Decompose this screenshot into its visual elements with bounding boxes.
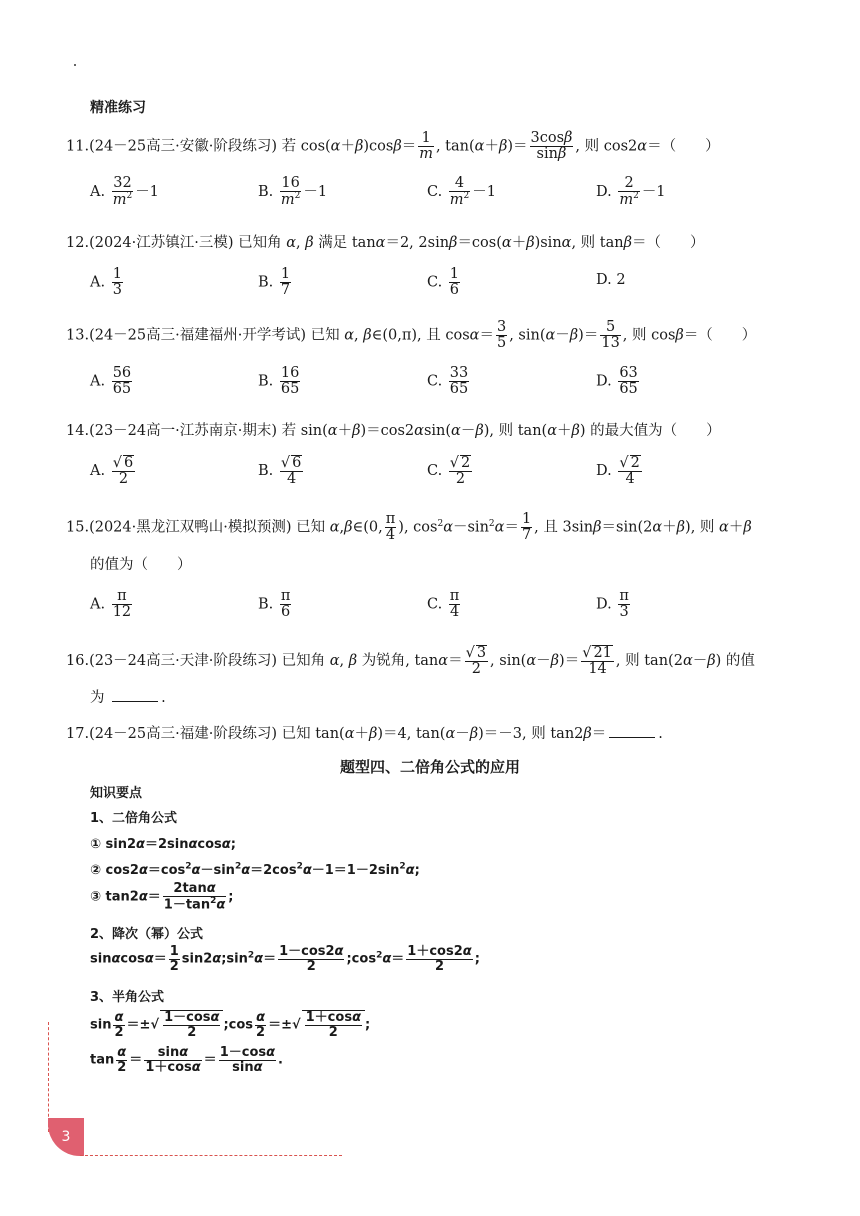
question-number: 13. bbox=[66, 327, 90, 344]
question-15: 15.(2024·黑龙江双鸭山·模拟预测) 已知 α,β∈(0, $\frac{\pi}{4}$ ), $\cos^2\alpha-\sin^2\alpha=$ $\frac{1}{7}$ , 且 3sinβ＝sin(2α＋β), 则 α＋β bbox=[66, 511, 752, 544]
question-14: 14.(23－24高一·江苏南京·期末) 若 sin(α＋β)＝cos2αsin(α－β), 则 tan(α＋β) 的最大值为（ ） bbox=[66, 423, 721, 439]
q11-option-a[interactable]: A. $\frac{32}{m^2}$ －1 bbox=[90, 175, 159, 209]
q11-option-c[interactable]: C. $\frac{4}{m^2}$ －1 bbox=[427, 175, 497, 209]
q11-option-d[interactable]: D. $\frac{2}{m^2}$ －1 bbox=[596, 175, 666, 209]
formula-half-angle-sin-cos: sin $\frac{\alpha}{2}$ ＝±√ $\frac{1-\cos\alpha}{2}$ ;cos $\frac{\alpha}{2}$ ＝±√ $\frac{1+\cos\alpha}{2}$ ; bbox=[90, 1010, 371, 1040]
question-number: 11. bbox=[66, 138, 90, 155]
formula-tan2a: ③ tan2α＝ $\frac{2\tan\alpha}{1-\tan^2\alpha}$ ; bbox=[90, 881, 234, 912]
question-17: 17.(24－25高三·福建·阶段练习) 已知 tan(α＋β)＝4, tan(α－β)＝－3, 则 tan2β＝ . bbox=[66, 726, 663, 742]
question-source: (23－24高三·天津·阶段练习) bbox=[89, 653, 277, 670]
q16-continuation-text: 为 bbox=[90, 690, 105, 706]
question-source: (2024·江苏镇江·三模) bbox=[89, 235, 234, 251]
question-source: (24－25高三·福建·阶段练习) bbox=[89, 726, 277, 742]
q11-option-b[interactable]: B. $\frac{16}{m^2}$ －1 bbox=[258, 175, 328, 209]
knowledge-section-2: 2、降次（幂）公式 bbox=[90, 927, 204, 942]
q15-continuation: 的值为（ ） bbox=[90, 557, 192, 573]
question-number: 17. bbox=[66, 726, 90, 742]
knowledge-section-3: 3、半角公式 bbox=[90, 990, 165, 1005]
answer-blank[interactable] bbox=[609, 736, 655, 738]
question-source: (2024·黑龙江双鸭山·模拟预测) bbox=[89, 519, 292, 536]
q15-option-d[interactable]: D. $\frac{\pi}{3}$ bbox=[596, 588, 629, 621]
q13-option-b[interactable]: B. $\frac{16}{65}$ bbox=[258, 365, 300, 398]
q12-option-d[interactable]: D. 2 bbox=[596, 272, 626, 288]
knowledge-heading: 知识要点 bbox=[90, 786, 143, 801]
question-12: 12.(2024·江苏镇江·三模) 已知角 α, β 满足 tanα＝2, 2sinβ＝cos(α＋β)sinα, 则 tanβ＝（ ） bbox=[66, 235, 705, 251]
formula-half-angle-tan: tan $\frac{\alpha}{2}$ ＝ $\frac{\sin\alpha}{1+\cos\alpha}$ ＝ $\frac{1-\cos\alpha}{\sin\alpha}$ . bbox=[90, 1045, 283, 1075]
knowledge-section-1: 1、二倍角公式 bbox=[90, 811, 178, 826]
formula-cos2a: ② $\cos 2\alpha=\cos^2\alpha-\sin^2\alpha=2\cos^2\alpha-1=1-2\sin^2\alpha$; bbox=[90, 861, 420, 878]
q15-option-b[interactable]: B. $\frac{\pi}{6}$ bbox=[258, 588, 291, 621]
question-number: 12. bbox=[66, 235, 90, 251]
q14-option-c[interactable]: C. $\frac{√ 2}{2}$ bbox=[427, 455, 471, 488]
formula-power-reduction: sinαcosα＝ $\frac{1}{2}$ $\sin 2\alpha;\sin^2\alpha=$ $\frac{1-\cos 2\alpha}{2}$ $;\cos^2\alpha=$ $\frac{1+\cos 2\alpha}{2}$ ; bbox=[90, 944, 480, 974]
q13-option-d[interactable]: D. $\frac{63}{65}$ bbox=[596, 365, 638, 398]
q14-option-b[interactable]: B. $\frac{√ 6}{4}$ bbox=[258, 455, 302, 488]
q14-option-d[interactable]: D. $\frac{√ 2}{4}$ bbox=[596, 455, 640, 488]
question-13: 13.(24－25高三·福建福州·开学考试) 已知 α, β∈(0,π), 且 cosα＝ $\frac{3}{5}$ , sin(α－β)＝ $\frac{5}{13}$ , 则 cosβ＝（ ） bbox=[66, 319, 757, 352]
section-heading: 精准练习 bbox=[90, 100, 146, 116]
formula-sin2a: ① sin2α＝2sinαcosα; bbox=[90, 837, 236, 852]
page-border-horizontal bbox=[80, 1155, 342, 1156]
q12-option-b[interactable]: B. $\frac{1}{7}$ bbox=[258, 266, 291, 299]
question-number: 14. bbox=[66, 423, 90, 439]
question-16: 16.(23－24高三·天津·阶段练习) 已知角 α, β 为锐角, tanα＝ $\frac{√ 3}{2}$ , sin(α－β)＝ $\frac{√ 21}{14}$ , 则 tan(2α－β) 的值 bbox=[66, 645, 755, 678]
topic-title: 题型四、二倍角公式的应用 bbox=[339, 758, 520, 776]
question-source: (24－25高三·福建福州·开学考试) bbox=[89, 327, 306, 344]
page-border-vertical bbox=[48, 1022, 49, 1132]
question-source: (24－25高三·安徽·阶段练习) bbox=[89, 138, 277, 155]
q14-option-a[interactable]: A. $\frac{√ 6}{2}$ bbox=[90, 455, 134, 488]
q15-option-c[interactable]: C. $\frac{\pi}{4}$ bbox=[427, 588, 460, 621]
q13-option-c[interactable]: C. $\frac{33}{65}$ bbox=[427, 365, 469, 398]
q12-option-a[interactable]: A. $\frac{1}{3}$ bbox=[90, 266, 122, 299]
question-number: 16. bbox=[66, 653, 90, 670]
question-number: 15. bbox=[66, 519, 90, 536]
q12-option-c[interactable]: C. $\frac{1}{6}$ bbox=[427, 266, 460, 299]
q15-option-a[interactable]: A. $\frac{\pi}{12}$ bbox=[90, 588, 132, 621]
page-number-badge: 3 bbox=[48, 1118, 84, 1156]
question-source: (23－24高一·江苏南京·期末) bbox=[89, 423, 277, 439]
q16-continuation: 为 . bbox=[90, 690, 166, 706]
q13-option-a[interactable]: A. $\frac{56}{65}$ bbox=[90, 365, 132, 398]
page-dot bbox=[74, 64, 76, 66]
answer-blank[interactable] bbox=[112, 700, 158, 702]
question-11: 11.(24－25高三·安徽·阶段练习) 若 cos(α＋β)cosβ＝ $\frac{1}{m}$ , tan(α＋β)＝ $\frac{3\cos\beta}{\sin\beta}$ , 则 cos2α＝（ ） bbox=[66, 130, 720, 163]
